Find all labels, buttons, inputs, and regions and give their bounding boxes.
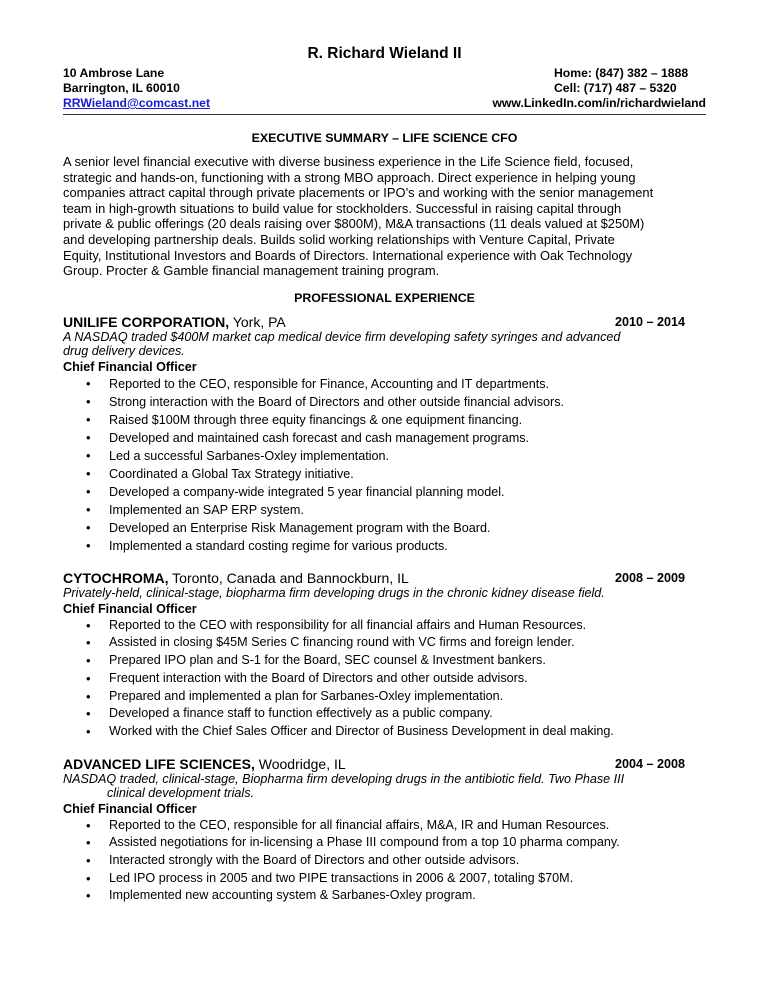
job-title: Chief Financial Officer xyxy=(63,601,197,616)
list-item: • Developed and maintained cash forecast and cash management programs. xyxy=(63,429,706,447)
summary-line: private & public offerings (20 deals raising over $800M), M&A transactions (11 deals valued at $250M) xyxy=(63,216,645,232)
responsibility-list xyxy=(63,817,706,905)
responsibility-list xyxy=(63,617,706,741)
contact-block xyxy=(63,66,706,111)
company-description-cont: drug delivery devices. xyxy=(63,343,185,358)
resume-page xyxy=(63,44,706,905)
summary-line: companies attract capital through private placements or IPO’s and working with the senior management xyxy=(63,185,654,201)
job-years: 2008 – 2009 xyxy=(614,570,685,585)
professional-experience-section xyxy=(63,291,706,905)
company-name: CYTOCHROMA, xyxy=(63,569,169,586)
list-item: • Coordinated a Global Tax Strategy initiative. xyxy=(63,465,706,483)
address-line-2: Barrington, IL 60010 xyxy=(63,81,180,95)
list-item: • Implemented new accounting system & Sarbanes-Oxley program. xyxy=(63,887,706,905)
list-item: • Worked with the Chief Sales Officer and Director of Business Development in deal making. xyxy=(63,723,706,741)
list-item: • Strong interaction with the Board of Directors and other outside financial advisors. xyxy=(63,393,706,411)
job-years: 2004 – 2008 xyxy=(614,756,685,771)
company-header xyxy=(63,756,685,772)
company-location: York, PA xyxy=(229,313,286,330)
job-entry-cytochroma xyxy=(63,570,706,741)
job-entry-unilife xyxy=(63,314,706,555)
summary-line: Equity, Institutional Investors and Boards of Directors. International experience with Oak Technology xyxy=(63,247,633,263)
candidate-name: R. Richard Wieland II xyxy=(307,45,462,62)
experience-title: PROFESSIONAL EXPERIENCE xyxy=(294,290,475,305)
cell-phone: Cell: (717) 487 – 5320 xyxy=(554,81,677,95)
company-description: A NASDAQ traded $400M market cap medical device firm developing safety syringes and advanced xyxy=(63,329,621,344)
summary-line: A senior level financial executive with diverse business experience in the Life Science field, focused, xyxy=(63,154,634,169)
list-item: • Assisted negotiations for in-licensing a Phase III compound from a top 10 pharma company. xyxy=(63,834,706,852)
job-title: Chief Financial Officer xyxy=(63,359,197,374)
list-item: • Developed a finance staff to function effectively as a public company. xyxy=(63,705,706,723)
summary-line: Group. Procter & Gamble financial management training program. xyxy=(63,263,440,279)
address-line-1: 10 Ambrose Lane xyxy=(63,66,165,80)
list-item: • Prepared IPO plan and S-1 for the Board, SEC counsel & Investment bankers. xyxy=(63,652,706,670)
header-divider xyxy=(63,114,706,115)
responsibility-list xyxy=(63,375,706,555)
executive-summary-section xyxy=(63,131,706,279)
summary-line: team in high-growth situations to build value for stockholders. Successful in raising capital through xyxy=(63,200,622,216)
job-entry-advanced-life-sciences xyxy=(63,756,706,905)
home-phone: Home: (847) 382 – 1888 xyxy=(554,66,689,80)
list-item: • Frequent interaction with the Board of Directors and other outside advisors. xyxy=(63,670,706,688)
list-item: • Implemented a standard costing regime for various products. xyxy=(63,537,706,555)
company-header xyxy=(63,314,685,330)
list-item: • Interacted strongly with the Board of Directors and other outside advisors. xyxy=(63,852,706,870)
job-years: 2010 – 2014 xyxy=(614,314,685,329)
company-description-cont: clinical development trials. xyxy=(107,785,254,800)
list-item: • Reported to the CEO with responsibility for all financial affairs and Human Resources. xyxy=(63,617,706,635)
company-location: Toronto, Canada and Bannockburn, IL xyxy=(168,569,409,586)
list-item: • Led IPO process in 2005 and two PIPE transactions in 2006 & 2007, totaling $70M. xyxy=(63,870,706,888)
list-item: • Led a successful Sarbanes-Oxley implementation. xyxy=(63,447,706,465)
linkedin-link[interactable]: www.LinkedIn.com/in/richardwieland xyxy=(492,96,706,110)
summary-title: EXECUTIVE SUMMARY – LIFE SCIENCE CFO xyxy=(251,131,518,145)
email-link[interactable]: RRWieland@comcast.net xyxy=(63,96,210,110)
list-item: • Developed an Enterprise Risk Management program with the Board. xyxy=(63,519,706,537)
company-location: Woodridge, IL xyxy=(254,755,346,772)
list-item: • Assisted in closing $45M Series C financing round with VC firms and foreign lender. xyxy=(63,634,706,652)
list-item: • Raised $100M through three equity financings & one equipment financing. xyxy=(63,411,706,429)
summary-line: strategic and hands-on, functioning with a strong MBO approach. Direct experience in helping young xyxy=(63,169,636,185)
summary-text xyxy=(63,154,706,279)
company-description: NASDAQ traded, clinical-stage, Biopharma firm developing drugs in the antibiotic field. Two Phase III xyxy=(63,771,625,786)
list-item: • Prepared and implemented a plan for Sarbanes-Oxley implementation. xyxy=(63,688,706,706)
list-item: • Reported to the CEO, responsible for all financial affairs, M&A, IR and Human Resources. xyxy=(63,817,706,835)
list-item: • Developed a company-wide integrated 5 year financial planning model. xyxy=(63,483,706,501)
company-name: ADVANCED LIFE SCIENCES, xyxy=(63,755,255,772)
company-description: Privately-held, clinical-stage, biopharma firm developing drugs in the chronic kidney disease field. xyxy=(63,585,605,600)
job-title: Chief Financial Officer xyxy=(63,801,197,816)
resume-header xyxy=(63,44,706,115)
list-item: • Implemented an SAP ERP system. xyxy=(63,501,706,519)
company-header xyxy=(63,570,685,586)
list-item: • Reported to the CEO, responsible for Finance, Accounting and IT departments. xyxy=(63,375,706,393)
company-name: UNILIFE CORPORATION, xyxy=(63,313,230,330)
summary-line: and developing partnership deals. Builds solid working relationships with Venture Capital, Private xyxy=(63,231,615,247)
